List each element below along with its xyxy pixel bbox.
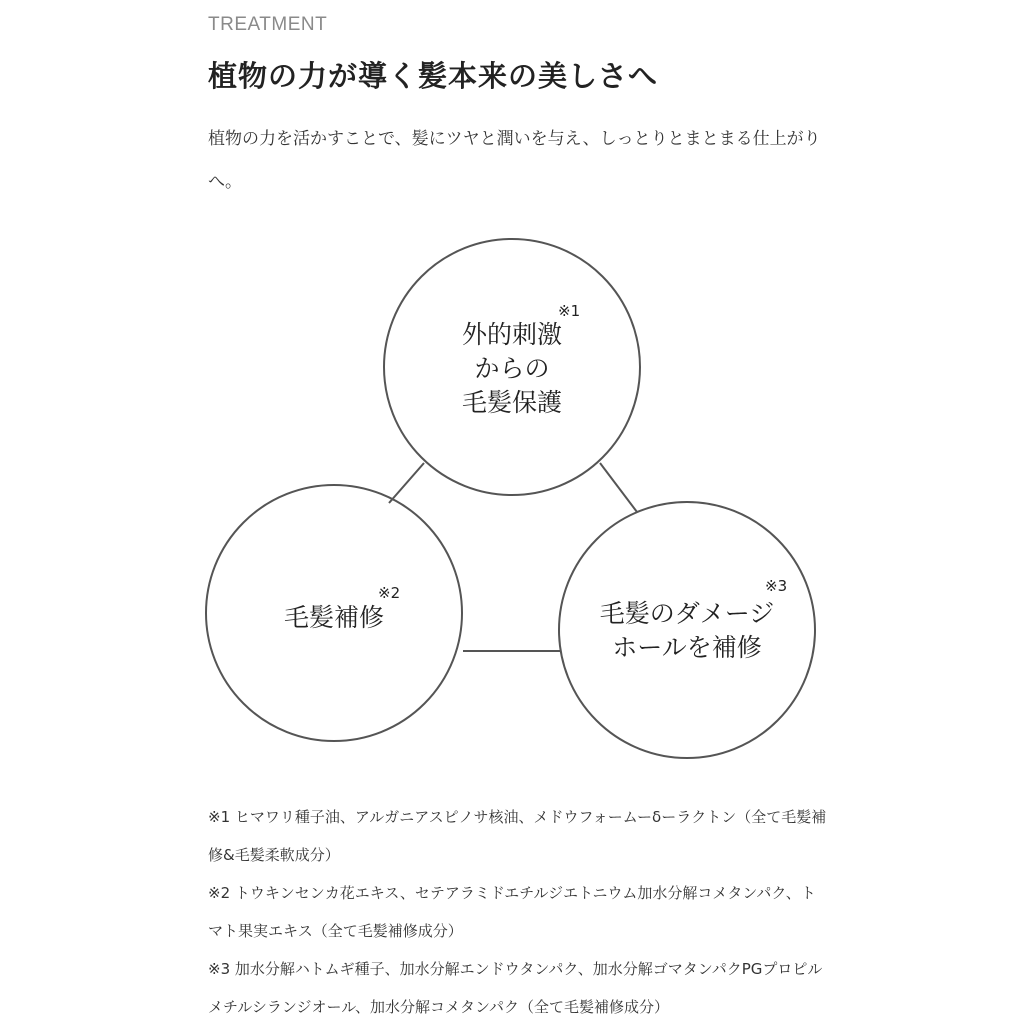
footnotes <box>208 798 828 1026</box>
connector-top-left <box>389 463 424 503</box>
circle-label-protection <box>412 318 612 420</box>
connector-top-right <box>600 463 637 512</box>
lead-paragraph: 植物の力を活かすことで、髪にツヤと潤いを与え、しっとりとまとまる仕上がりへ。 <box>208 129 821 192</box>
circle-label-line: 毛髪保護 <box>461 388 562 417</box>
circle-note-mark-3: ※3 <box>765 577 788 595</box>
circle-label-line: 毛髪補修 <box>283 603 384 632</box>
circle-label-damage-hole <box>577 597 797 665</box>
page-title: 植物の力が導く髪本来の美しさへ <box>208 59 659 93</box>
circle-label-repair <box>234 601 434 635</box>
footnote-2: ※2 トウキンセンカ花エキス、セテアラミドエチルジエトニウム加水分解コメタンパク、トマト果実エキス（全て毛髪補修成分） <box>208 884 816 940</box>
eyebrow-label: TREATMENT <box>208 14 328 35</box>
circle-label-line: 毛髪のダメージ <box>599 599 775 628</box>
circle-note-mark-2: ※2 <box>378 584 401 602</box>
circle-label-line: ホールを補修 <box>612 633 762 662</box>
circle-label-line: からの <box>474 354 550 383</box>
footnote-1: ※1 ヒマワリ種子油、アルガニアスピノサ核油、メドウフォームーδーラクトン（全て毛髪補修&毛髪柔軟成分） <box>208 808 827 864</box>
footnote-3: ※3 加水分解ハトムギ種子、加水分解エンドウタンパク、加水分解ゴマタンパクPGプロピルメチルシランジオール、加水分解コメタンパク（全て毛髪補修成分） <box>208 960 823 1016</box>
circle-label-line: 外的刺激 <box>461 320 562 349</box>
circle-note-mark-1: ※1 <box>558 302 581 320</box>
